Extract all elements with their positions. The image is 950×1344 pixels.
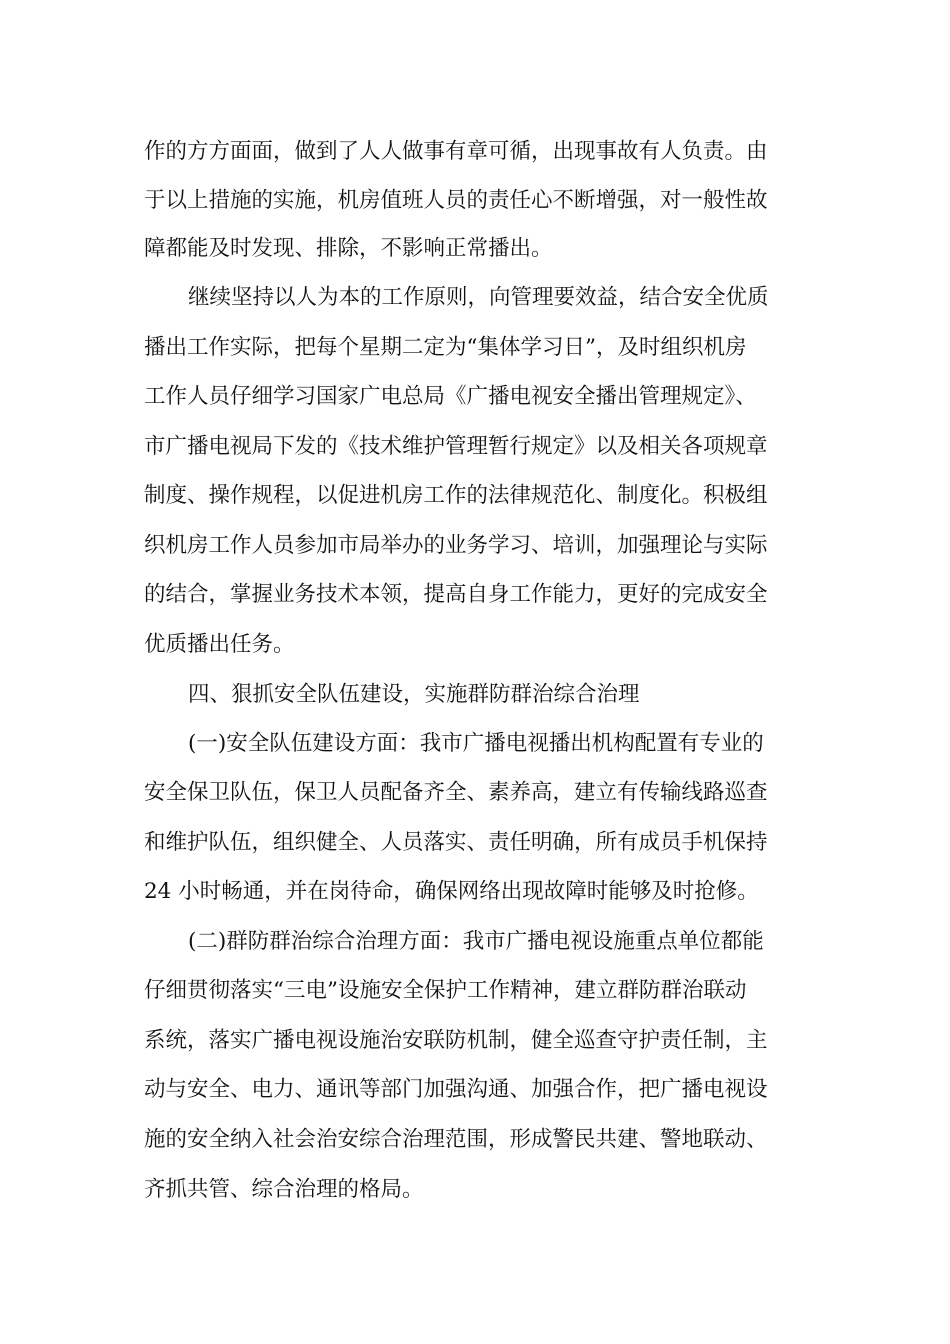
paragraph-line: 齐抓共管、综合治理的格局。 <box>144 1177 424 1202</box>
paragraph-line: 24 小时畅通，并在岗待命，确保网络出现故障时能够及时抢修。 <box>144 879 759 904</box>
paragraph-continuation-line: 于以上措施的实施，机房值班人员的责任心不断增强，对一般性故 <box>144 188 768 213</box>
section-heading: 四、狠抓安全队伍建设，实施群防群治综合治理 <box>188 682 640 707</box>
paragraph-continuation-line: 作的方方面面，做到了人人做事有章可循，出现事故有人负责。由 <box>144 139 768 164</box>
subsection-first-line: (二)群防群治综合治理方面：我市广播电视设施重点单位都能 <box>188 929 764 954</box>
paragraph-line: 系统，落实广播电视设施治安联防机制，健全巡查守护责任制，主 <box>144 1028 768 1053</box>
paragraph-line: 和维护队伍，组织健全、人员落实、责任明确，所有成员手机保持 <box>144 830 768 855</box>
paragraph-line: 制度、操作规程，以促进机房工作的法律规范化、制度化。积极组 <box>144 483 768 508</box>
paragraph-first-line: 继续坚持以人为本的工作原则，向管理要效益，结合安全优质 <box>188 285 769 310</box>
subsection-first-line: (一)安全队伍建设方面：我市广播电视播出机构配置有专业的 <box>188 731 764 756</box>
paragraph-line: 施的安全纳入社会治安综合治理范围，形成警民共建、警地联动、 <box>144 1127 768 1152</box>
paragraph-line: 织机房工作人员参加市局举办的业务学习、培训，加强理论与实际 <box>144 533 768 558</box>
paragraph-line: 的结合，掌握业务技术本领，提高自身工作能力，更好的完成安全 <box>144 582 768 607</box>
paragraph-line: 安全保卫队伍，保卫人员配备齐全、素养高，建立有传输线路巡查 <box>144 780 768 805</box>
paragraph-line: 市广播电视局下发的《技术维护管理暂行规定》以及相关各项规章 <box>144 434 768 459</box>
paragraph-line: 仔细贯彻落实“三电”设施安全保护工作精神，建立群防群治联动 <box>144 978 747 1003</box>
paragraph-line: 优质播出任务。 <box>144 632 295 657</box>
paragraph-line: 播出工作实际，把每个星期二定为“集体学习日”，及时组织机房 <box>144 335 747 360</box>
paragraph-line: 工作人员仔细学习国家广电总局《广播电视安全播出管理规定》、 <box>144 384 757 409</box>
paragraph-continuation-line: 障都能及时发现、排除，不影响正常播出。 <box>144 236 553 261</box>
paragraph-line: 动与安全、电力、通讯等部门加强沟通、加强合作，把广播电视设 <box>144 1077 768 1102</box>
